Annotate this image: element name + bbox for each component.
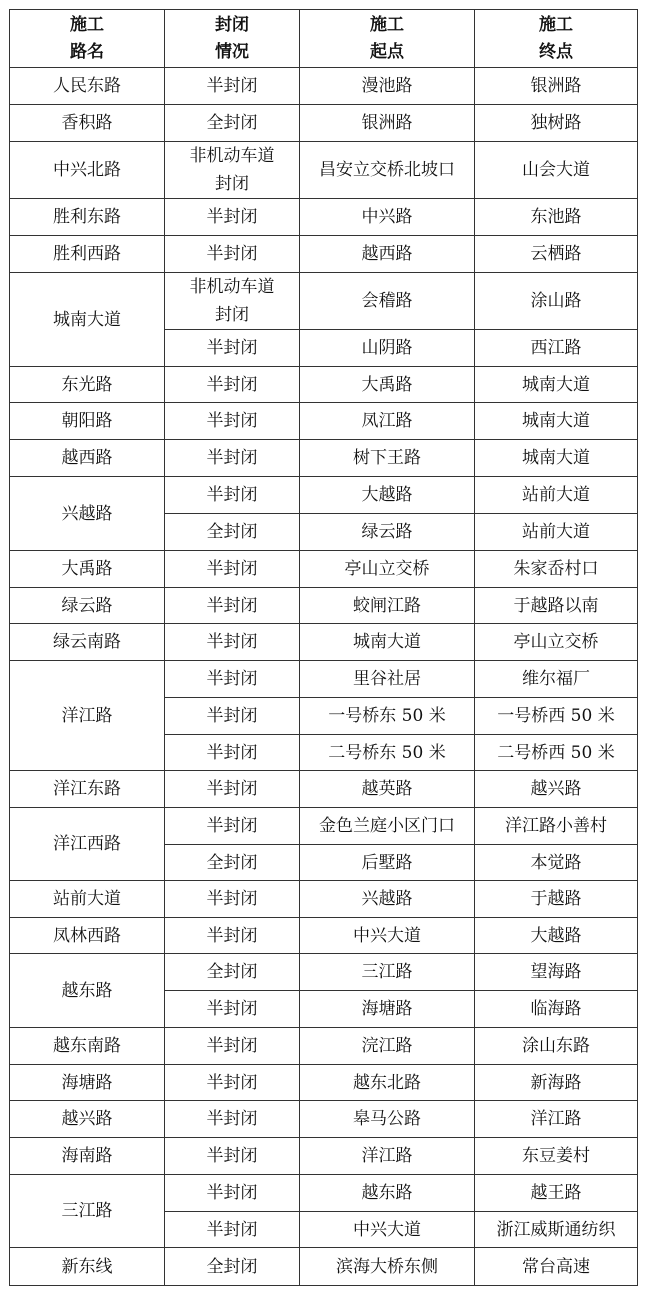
road-cell: 东光路 [10, 367, 165, 403]
road-cell: 胜利西路 [10, 236, 165, 273]
road-cell: 绿云路 [10, 588, 165, 624]
end-cell: 新海路 [475, 1065, 638, 1101]
table-row [10, 661, 638, 698]
road-cell: 三江路 [10, 1175, 165, 1248]
closure-cell: 半封闭 [165, 1028, 300, 1065]
table-row [10, 918, 638, 954]
closure-cell: 全封闭 [165, 845, 300, 881]
start-cell: 洋江路 [300, 1138, 475, 1175]
road-cell: 大禹路 [10, 551, 165, 588]
road-cell: 站前大道 [10, 881, 165, 918]
road-cell: 越东路 [10, 954, 165, 1028]
start-cell: 大越路 [300, 477, 475, 514]
end-cell: 朱家岙村口 [475, 551, 638, 588]
closure-cell: 半封闭 [165, 808, 300, 845]
start-cell: 树下王路 [300, 440, 475, 477]
start-cell: 中兴路 [300, 199, 475, 236]
start-cell: 漫池路 [300, 68, 475, 105]
end-cell: 二号桥西 50 米 [475, 735, 638, 771]
end-cell: 亭山立交桥 [475, 624, 638, 661]
end-cell: 城南大道 [475, 367, 638, 403]
end-cell: 越王路 [475, 1175, 638, 1212]
end-cell: 独树路 [475, 105, 638, 142]
closure-cell: 半封闭 [165, 661, 300, 698]
end-cell: 临海路 [475, 991, 638, 1028]
road-cell: 洋江西路 [10, 808, 165, 881]
closure-cell: 半封闭 [165, 1138, 300, 1175]
header-start: 施工 起点 [300, 10, 475, 68]
end-cell: 大越路 [475, 918, 638, 954]
start-cell: 越英路 [300, 771, 475, 808]
start-cell: 滨海大桥东侧 [300, 1248, 475, 1286]
closure-cell: 全封闭 [165, 514, 300, 551]
end-cell: 浙江威斯通纺织 [475, 1212, 638, 1248]
table-header-row [10, 10, 638, 68]
start-cell: 会稽路 [300, 273, 475, 330]
table-row [10, 68, 638, 105]
start-cell: 大禹路 [300, 367, 475, 403]
closure-cell: 半封闭 [165, 771, 300, 808]
end-cell: 站前大道 [475, 477, 638, 514]
table-row [10, 403, 638, 440]
start-cell: 山阴路 [300, 330, 475, 367]
table-row [10, 367, 638, 403]
start-cell: 里谷社居 [300, 661, 475, 698]
table-row [10, 1138, 638, 1175]
start-cell: 越东北路 [300, 1065, 475, 1101]
closure-cell: 半封闭 [165, 991, 300, 1028]
closure-cell: 半封闭 [165, 1065, 300, 1101]
road-closure-table [9, 9, 638, 1286]
start-cell: 越东路 [300, 1175, 475, 1212]
table-row [10, 624, 638, 661]
closure-cell: 半封闭 [165, 698, 300, 735]
table-row [10, 954, 638, 991]
start-cell: 一号桥东 50 米 [300, 698, 475, 735]
start-cell: 绿云路 [300, 514, 475, 551]
closure-cell: 半封闭 [165, 588, 300, 624]
road-cell: 洋江路 [10, 661, 165, 771]
road-cell: 中兴北路 [10, 142, 165, 199]
end-cell: 东豆姜村 [475, 1138, 638, 1175]
closure-cell: 半封闭 [165, 330, 300, 367]
table-row [10, 477, 638, 514]
closure-cell: 半封闭 [165, 735, 300, 771]
start-cell: 蛟闸江路 [300, 588, 475, 624]
table-row [10, 771, 638, 808]
road-cell: 洋江东路 [10, 771, 165, 808]
closure-cell: 半封闭 [165, 236, 300, 273]
closure-cell: 半封闭 [165, 918, 300, 954]
closure-cell: 半封闭 [165, 881, 300, 918]
end-cell: 常台高速 [475, 1248, 638, 1286]
start-cell: 中兴大道 [300, 1212, 475, 1248]
end-cell: 城南大道 [475, 403, 638, 440]
start-cell: 昌安立交桥北坡口 [300, 142, 475, 199]
table-row [10, 551, 638, 588]
closure-cell: 半封闭 [165, 1175, 300, 1212]
end-cell: 本觉路 [475, 845, 638, 881]
table-row [10, 1028, 638, 1065]
end-cell: 于越路以南 [475, 588, 638, 624]
closure-cell: 全封闭 [165, 105, 300, 142]
closure-cell: 半封闭 [165, 1212, 300, 1248]
closure-cell: 半封闭 [165, 403, 300, 440]
end-cell: 山会大道 [475, 142, 638, 199]
end-cell: 洋江路 [475, 1101, 638, 1138]
road-cell: 城南大道 [10, 273, 165, 367]
header-road: 施工 路名 [10, 10, 165, 68]
end-cell: 洋江路小善村 [475, 808, 638, 845]
header-closure: 封闭 情况 [165, 10, 300, 68]
start-cell: 中兴大道 [300, 918, 475, 954]
closure-cell: 非机动车道 封闭 [165, 273, 300, 330]
road-cell: 朝阳路 [10, 403, 165, 440]
end-cell: 涂山东路 [475, 1028, 638, 1065]
closure-cell: 非机动车道 封闭 [165, 142, 300, 199]
closure-cell: 半封闭 [165, 367, 300, 403]
closure-cell: 半封闭 [165, 551, 300, 588]
table-row [10, 142, 638, 199]
road-cell: 凤林西路 [10, 918, 165, 954]
road-cell: 海南路 [10, 1138, 165, 1175]
table-row [10, 1065, 638, 1101]
road-cell: 新东线 [10, 1248, 165, 1286]
start-cell: 亭山立交桥 [300, 551, 475, 588]
closure-cell: 半封闭 [165, 477, 300, 514]
start-cell: 城南大道 [300, 624, 475, 661]
start-cell: 银洲路 [300, 105, 475, 142]
end-cell: 维尔福厂 [475, 661, 638, 698]
table-row [10, 236, 638, 273]
table-row [10, 588, 638, 624]
table-row [10, 105, 638, 142]
road-cell: 绿云南路 [10, 624, 165, 661]
start-cell: 海塘路 [300, 991, 475, 1028]
closure-cell: 半封闭 [165, 68, 300, 105]
closure-cell: 半封闭 [165, 624, 300, 661]
end-cell: 西江路 [475, 330, 638, 367]
start-cell: 凤江路 [300, 403, 475, 440]
table-row [10, 1101, 638, 1138]
start-cell: 皋马公路 [300, 1101, 475, 1138]
end-cell: 站前大道 [475, 514, 638, 551]
table-row [10, 273, 638, 330]
end-cell: 涂山路 [475, 273, 638, 330]
table-row [10, 199, 638, 236]
end-cell: 一号桥西 50 米 [475, 698, 638, 735]
header-end: 施工 终点 [475, 10, 638, 68]
end-cell: 于越路 [475, 881, 638, 918]
end-cell: 云栖路 [475, 236, 638, 273]
end-cell: 银洲路 [475, 68, 638, 105]
closure-cell: 半封闭 [165, 440, 300, 477]
road-cell: 胜利东路 [10, 199, 165, 236]
road-cell: 越东南路 [10, 1028, 165, 1065]
start-cell: 金色兰庭小区门口 [300, 808, 475, 845]
road-cell: 海塘路 [10, 1065, 165, 1101]
road-cell: 人民东路 [10, 68, 165, 105]
closure-cell: 半封闭 [165, 199, 300, 236]
road-cell: 兴越路 [10, 477, 165, 551]
road-cell: 越西路 [10, 440, 165, 477]
closure-cell: 全封闭 [165, 1248, 300, 1286]
start-cell: 二号桥东 50 米 [300, 735, 475, 771]
start-cell: 后墅路 [300, 845, 475, 881]
table-row [10, 881, 638, 918]
table-row [10, 1175, 638, 1212]
start-cell: 三江路 [300, 954, 475, 991]
start-cell: 兴越路 [300, 881, 475, 918]
table-row [10, 808, 638, 845]
table-row [10, 1248, 638, 1286]
closure-cell: 半封闭 [165, 1101, 300, 1138]
road-cell: 越兴路 [10, 1101, 165, 1138]
road-cell: 香积路 [10, 105, 165, 142]
start-cell: 越西路 [300, 236, 475, 273]
end-cell: 望海路 [475, 954, 638, 991]
end-cell: 东池路 [475, 199, 638, 236]
table-row [10, 440, 638, 477]
start-cell: 浣江路 [300, 1028, 475, 1065]
end-cell: 城南大道 [475, 440, 638, 477]
end-cell: 越兴路 [475, 771, 638, 808]
closure-cell: 全封闭 [165, 954, 300, 991]
